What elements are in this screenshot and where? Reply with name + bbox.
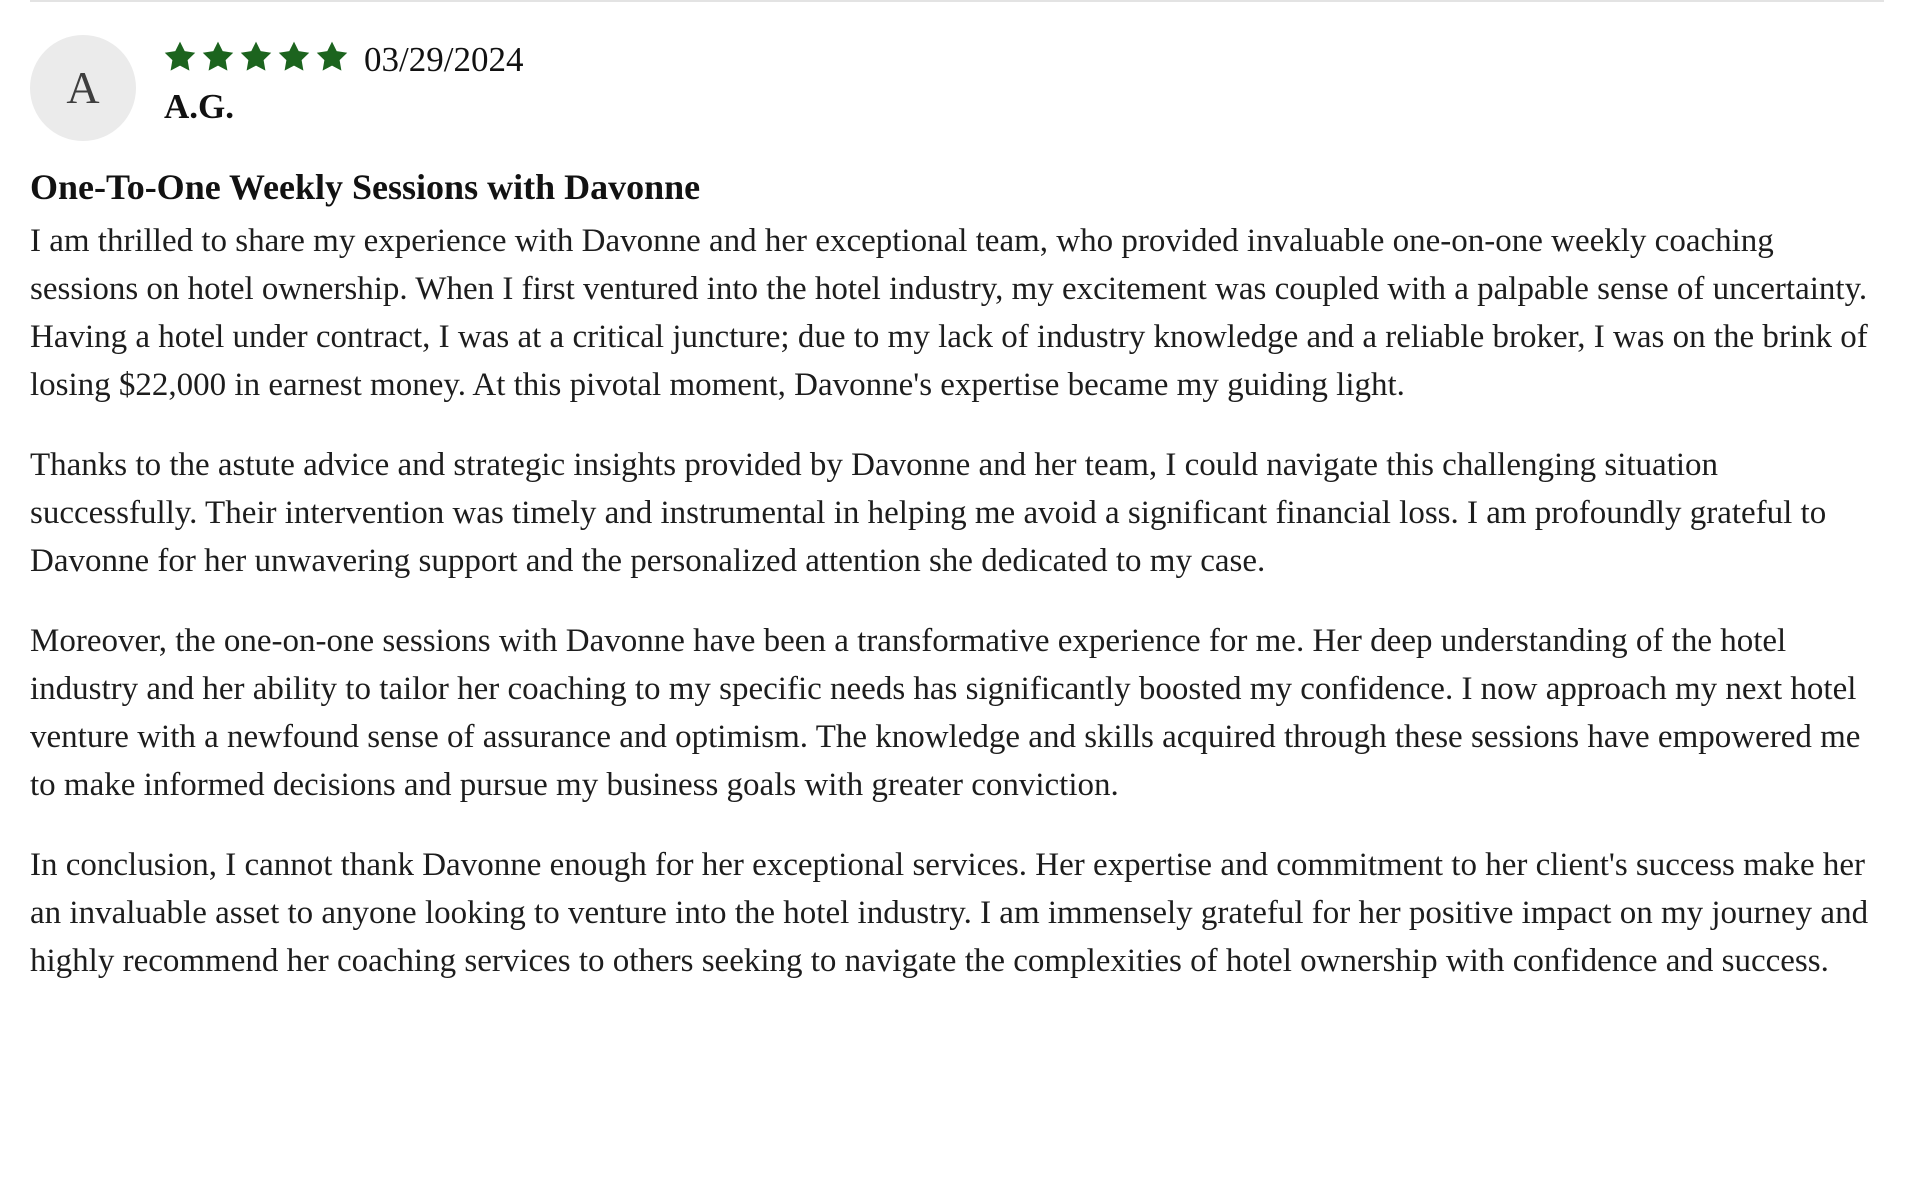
star-icon — [240, 41, 272, 73]
star-icon — [202, 41, 234, 73]
review-header — [30, 35, 1884, 141]
review-date: 03/29/2024 — [364, 39, 524, 79]
star-icon — [164, 41, 196, 73]
review-card — [30, 0, 1884, 985]
star-icon — [278, 41, 310, 73]
review-title: One-To-One Weekly Sessions with Davonne — [30, 167, 701, 207]
avatar-initial: A — [66, 62, 100, 113]
star-icon — [316, 41, 348, 73]
review-paragraph: Thanks to the astute advice and strategic insights provided by Davonne and her team, I could navigate this challenging situation successfully. Their intervention was timely and instrumental in helping me avoid a significant financial loss. I am profoundly grateful to Davonne for her unwavering support and the personalized attention she dedicated to my case. — [30, 447, 1827, 579]
review-paragraph: I am thrilled to share my experience with Davonne and her exceptional team, who provided invaluable one-on-one weekly coaching sessions on hotel ownership. When I first ventured into the hotel industry, my excitement was coupled with a palpable sense of uncertainty. Having a hotel under contract, I was at a critical juncture; due to my lack of industry knowledge and a reliable broker, I was on the brink of losing $22,000 in earnest money. At this pivotal moment, Davonne's expertise became my guiding light. — [30, 223, 1868, 403]
review-meta — [164, 35, 523, 124]
review-paragraph: Moreover, the one-on-one sessions with Davonne have been a transformative experience for me. Her deep understanding of the hotel industry and her ability to tailor her coaching to my specific needs has significantly boosted my confidence. I now approach my next hotel venture with a newfound sense of assurance and optimism. The knowledge and skills acquired through these sessions have empowered me to make informed decisions and pursue my business goals with greater conviction. — [30, 623, 1861, 803]
reviewer-name: A.G. — [164, 87, 234, 126]
review-body — [30, 217, 1884, 985]
star-rating — [164, 41, 354, 73]
review-paragraph: In conclusion, I cannot thank Davonne enough for her exceptional services. Her expertise and commitment to her client's success make her an invaluable asset to anyone looking to venture into the hotel industry. I am immensely grateful for her positive impact on my journey and highly recommend her coaching services to others seeking to navigate the complexities of hotel ownership with confidence and success. — [30, 847, 1869, 979]
rating-row — [164, 37, 523, 77]
avatar — [30, 35, 136, 141]
